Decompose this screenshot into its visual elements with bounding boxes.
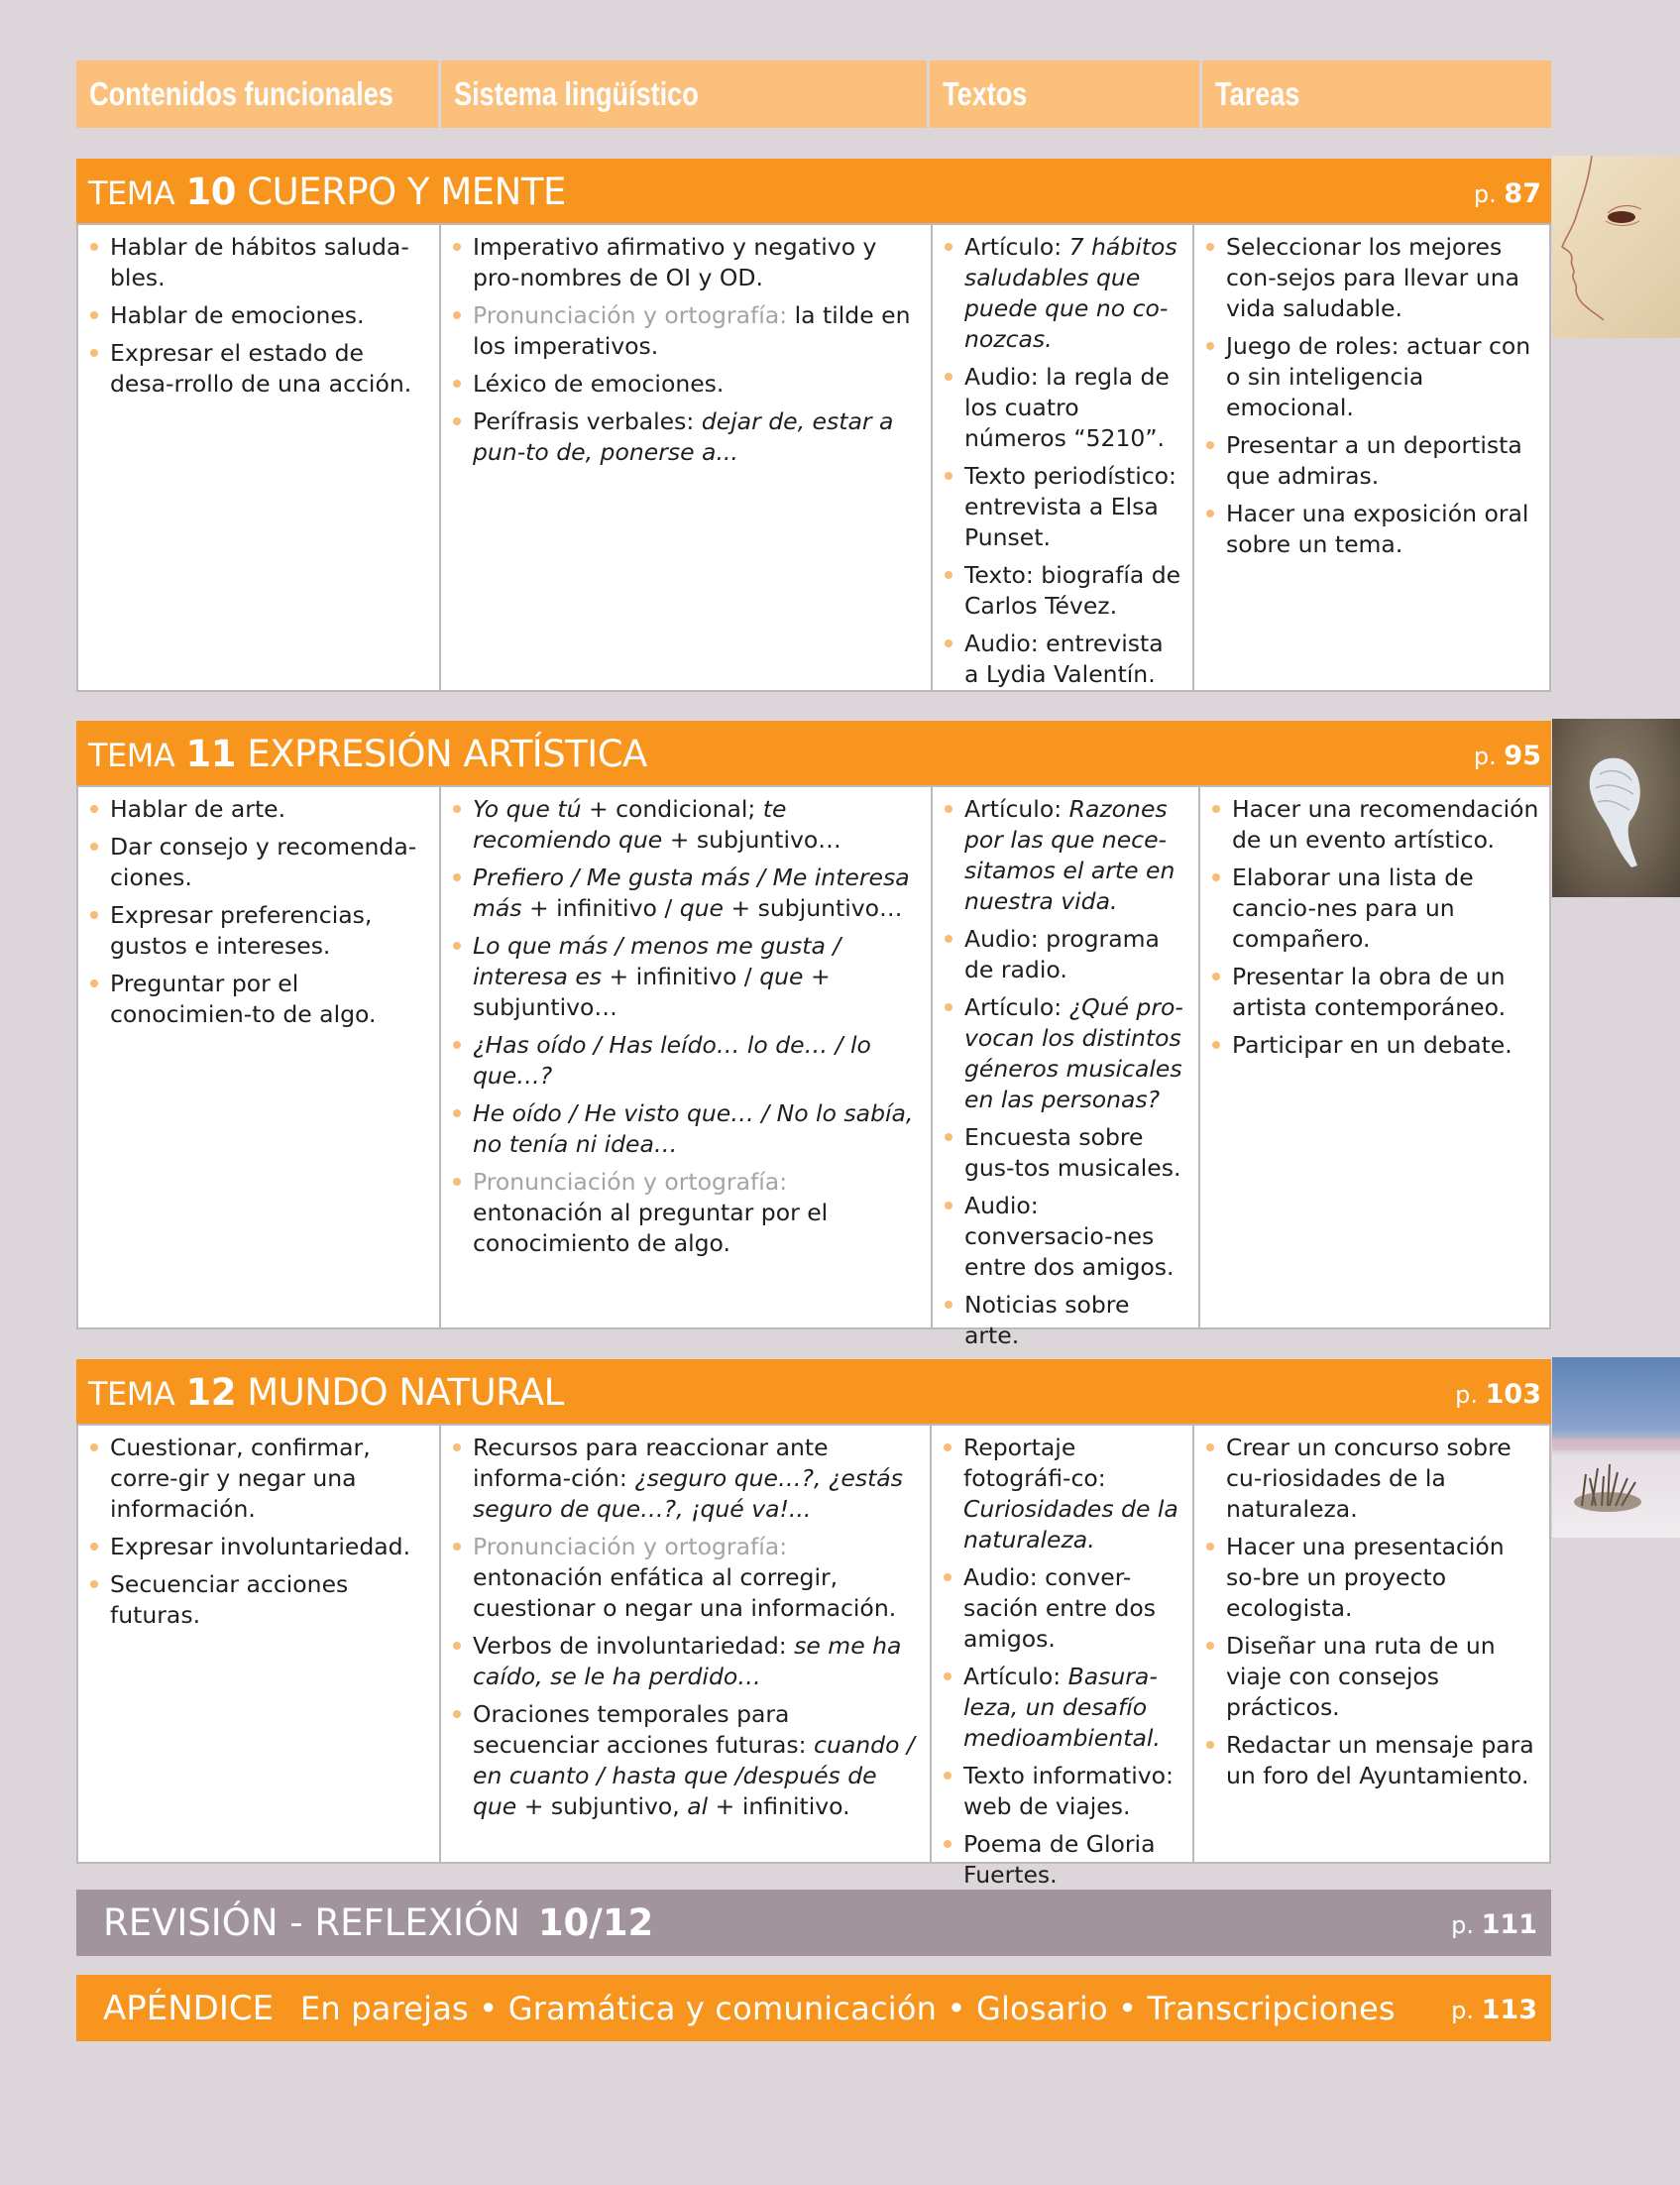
item-text: Verbos de involuntariedad: [473, 1632, 795, 1660]
page-prefix: p. [1451, 1911, 1474, 1939]
list-item [441, 1098, 931, 1160]
list-item: Audio: conver-sación entre dos amigos. [932, 1562, 1192, 1655]
item-text: + subjuntivo… [724, 894, 903, 922]
list-item: Hacer una recomendación de un evento artístico. [1200, 794, 1549, 856]
list-item: Elaborar una lista de cancio-nes para un compañero. [1200, 862, 1549, 955]
list-item: Hablar de hábitos saluda-bles. [78, 232, 439, 293]
item-text: Artículo: [964, 233, 1063, 261]
tema-10-linguistico [441, 225, 931, 690]
item-example: Lo que más / menos me gusta / interesa es [473, 932, 841, 990]
tema-12-textos [932, 1426, 1192, 1889]
item-example: se me ha caído, se le ha perdido… [473, 1632, 902, 1690]
header-tareas: Tareas [1215, 75, 1300, 112]
item-text: Reportaje fotográfi-co: [963, 1434, 1106, 1492]
list-item: Expresar involuntariedad. [78, 1532, 439, 1562]
tema-12-tareas [1194, 1426, 1549, 1862]
tema-label: TEMA [88, 737, 175, 774]
item-text: + infinitivo. [708, 1792, 850, 1820]
item-title: Curiosidades de la naturaleza. [963, 1495, 1178, 1553]
item-text: + subjuntivo… [473, 963, 831, 1021]
item-example: dejar de, estar a pun-to de, ponerse a... [473, 407, 894, 466]
revision-title-text: REVISIÓN - REFLEXIÓN [103, 1901, 520, 1944]
item-example: ¿seguro que…?, ¿estás seguro de que…?, ¡qué va!... [473, 1464, 903, 1523]
tema-title-text: EXPRESIÓN ARTÍSTICA [247, 733, 647, 775]
list-item [933, 992, 1198, 1115]
list-item: Hacer una exposición oral sobre un tema. [1194, 499, 1549, 560]
item-example: Yo que tú [473, 795, 582, 823]
tema-12-bar[interactable] [76, 1359, 1551, 1424]
tema-10-bar[interactable] [76, 159, 1551, 223]
list-item: Texto informativo: web de viajes. [932, 1761, 1192, 1822]
list-item [441, 1167, 931, 1259]
header-contenidos-funcionales: Contenidos funcionales [89, 75, 393, 112]
revision-page [1451, 1890, 1537, 1961]
tema-10-content [76, 223, 1551, 692]
page-number: 113 [1481, 1995, 1537, 2025]
item-text: entonación al preguntar por el conocimiento de algo. [473, 1199, 829, 1257]
list-item: Texto periodístico: entrevista a Elsa Punset. [933, 461, 1192, 553]
item-example: que [759, 963, 804, 990]
page-number: 111 [1481, 1909, 1537, 1940]
list-item: Audio: la regla de los cuatro números “5210”. [933, 362, 1192, 454]
item-text: Oraciones temporales para secuenciar acciones futuras: [473, 1700, 815, 1759]
item-example: cuando / en cuanto / hasta que /después de que [473, 1731, 915, 1820]
tema-number: 10 [185, 171, 237, 213]
item-text: Perífrasis verbales: [473, 407, 695, 435]
item-title: Basura-leza, un desafío medioambiental. [963, 1663, 1161, 1752]
page-prefix: p. [1451, 1997, 1474, 2024]
list-item: Secuenciar acciones futuras. [78, 1569, 439, 1631]
list-item: Diseñar una ruta de un viaje con consejos prácticos. [1194, 1631, 1549, 1723]
page-prefix: p. [1455, 1381, 1478, 1409]
list-item: Imperativo afirmativo y negativo y pro-nombres de OI y OD. [441, 232, 931, 293]
list-item: Noticias sobre arte. [933, 1290, 1198, 1351]
tema-12-linguistico [441, 1426, 930, 1862]
list-item [441, 300, 931, 362]
apendice-sections: En parejas • Gramática y comunicación • Glosario • Transcripciones [300, 1990, 1396, 2027]
tema-10-funcionales [78, 225, 439, 690]
item-text: Artículo: [963, 1663, 1068, 1690]
list-item: Audio: entrevista a Lydia Valentín. [933, 629, 1192, 690]
list-item: Audio: conversacio-nes entre dos amigos. [933, 1191, 1198, 1283]
tema-10-tareas [1194, 225, 1549, 690]
list-item: Juego de roles: actuar con o sin inteligencia emocional. [1194, 331, 1549, 423]
item-text: Artículo: [964, 993, 1063, 1021]
list-item: Hablar de emociones. [78, 300, 439, 331]
list-item: Poema de Gloria Fuertes. [932, 1829, 1192, 1891]
item-example: al [687, 1792, 709, 1820]
list-item: Expresar el estado de desa-rrollo de una acción. [78, 338, 439, 400]
tema-12-page [1455, 1359, 1541, 1424]
list-item: Dar consejo y recomenda-ciones. [78, 832, 439, 893]
page-prefix: p. [1473, 180, 1497, 208]
item-text: Artículo: [964, 795, 1063, 823]
list-item: Participar en un debate. [1200, 1030, 1549, 1061]
item-example: Prefiero / Me gusta más / Me interesa más [473, 863, 910, 922]
list-item [441, 794, 931, 856]
revision-bar[interactable] [76, 1890, 1551, 1956]
tema-11-bar[interactable] [76, 721, 1551, 785]
page-prefix: p. [1473, 743, 1497, 770]
list-item [441, 1699, 930, 1822]
item-text: + condicional; [581, 795, 763, 823]
item-example: He oído / He visto que… / No lo sabía, no tenía ni idea… [473, 1099, 914, 1158]
tema-10-title [88, 159, 566, 223]
list-item [933, 794, 1198, 917]
tema-10-textos [933, 225, 1192, 690]
list-item [932, 1662, 1192, 1754]
tema-11-linguistico [441, 787, 931, 1327]
list-item: Redactar un mensaje para un foro del Ayuntamiento. [1194, 1730, 1549, 1791]
list-item [441, 1433, 930, 1525]
tema-title-text: MUNDO NATURAL [247, 1371, 564, 1414]
tema-number: 12 [185, 1371, 237, 1414]
page-number: 87 [1504, 178, 1541, 209]
list-item [441, 1631, 930, 1692]
tema-11-tareas [1200, 787, 1549, 1327]
revision-title [103, 1890, 653, 1957]
tema-12-title [88, 1359, 564, 1424]
item-example: te recomiendo que [473, 795, 787, 854]
list-item: Presentar a un deportista que admiras. [1194, 430, 1549, 492]
pronunciacion-label: Pronunciación y ortografía: [473, 1168, 788, 1196]
list-item: Expresar preferencias, gustos e intereses. [78, 900, 439, 962]
item-text: + subjuntivo, [516, 1792, 688, 1820]
white-sculpture-image [1552, 719, 1680, 897]
tema-10-page [1474, 159, 1541, 223]
tema-12-content [76, 1424, 1551, 1889]
page-number: 103 [1485, 1379, 1541, 1410]
item-text: + subjuntivo… [662, 826, 841, 854]
list-item: Texto: biografía de Carlos Tévez. [933, 560, 1192, 622]
pronunciacion-label: Pronunciación y ortografía: [473, 1533, 788, 1560]
list-item: Hacer una presentación so-bre un proyecto ecologista. [1194, 1532, 1549, 1624]
item-example: que [679, 894, 724, 922]
list-item: Audio: programa de radio. [933, 924, 1198, 985]
tema-11-funcionales [78, 787, 439, 1327]
list-item: Crear un concurso sobre cu-riosidades de la naturaleza. [1194, 1433, 1549, 1525]
pronunciacion-label: Pronunciación y ortografía: [473, 301, 788, 329]
item-text: + infinitivo / [521, 894, 680, 922]
tema-11-textos [933, 787, 1198, 1349]
face-sketch-image [1552, 156, 1680, 338]
item-example: ¿Has oído / Has leído… lo de… / lo que…? [473, 1031, 871, 1090]
list-item [441, 931, 931, 1023]
item-text: la tilde en los imperativos. [473, 301, 911, 360]
tema-label: TEMA [88, 1375, 175, 1413]
item-title: Razones por las que nece-sitamos el arte en nuestra vida. [964, 795, 1176, 915]
item-title: 7 hábitos saludables que puede que no co-nozcas. [964, 233, 1177, 353]
apendice-page [1451, 1975, 1537, 2046]
apendice-label: APÉNDICE [103, 1989, 275, 2028]
tema-label: TEMA [88, 174, 175, 212]
salt-lake-landscape-image [1552, 1357, 1680, 1538]
item-text: entonación enfática al corregir, cuestionar o negar una información. [473, 1563, 897, 1622]
list-item [441, 1532, 930, 1624]
tema-number: 11 [185, 733, 237, 775]
item-text: + infinitivo / [602, 963, 760, 990]
list-item: Preguntar por el conocimien-to de algo. [78, 969, 439, 1030]
list-item: Encuesta sobre gus-tos musicales. [933, 1122, 1198, 1184]
item-text: Recursos para reaccionar ante informa-ción: [473, 1434, 829, 1492]
list-item: Hablar de arte. [78, 794, 439, 825]
revision-range: 10/12 [537, 1901, 654, 1944]
list-item: Seleccionar los mejores con-sejos para llevar una vida saludable. [1194, 232, 1549, 324]
tema-12-funcionales [78, 1426, 439, 1862]
apendice-bar[interactable] [76, 1975, 1551, 2041]
list-item: Cuestionar, confirmar, corre-gir y negar una información. [78, 1433, 439, 1525]
column-header-row [76, 60, 1551, 128]
list-item [441, 406, 931, 468]
page-number: 95 [1504, 741, 1541, 771]
tema-11-content [76, 785, 1551, 1349]
tema-title-text: CUERPO Y MENTE [247, 171, 566, 213]
list-item: Léxico de emociones. [441, 369, 931, 400]
list-item [441, 862, 931, 924]
tema-11-page [1474, 721, 1541, 785]
list-item [441, 1030, 931, 1092]
header-textos: Textos [943, 75, 1028, 112]
header-sistema-linguistico: Sistema lingüístico [454, 75, 699, 112]
tema-11-title [88, 721, 647, 785]
item-title: ¿Qué pro-vocan los distintos géneros musicales en las personas? [964, 993, 1183, 1113]
list-item: Presentar la obra de un artista contemporáneo. [1200, 962, 1549, 1023]
list-item [932, 1433, 1192, 1555]
list-item [933, 232, 1192, 355]
